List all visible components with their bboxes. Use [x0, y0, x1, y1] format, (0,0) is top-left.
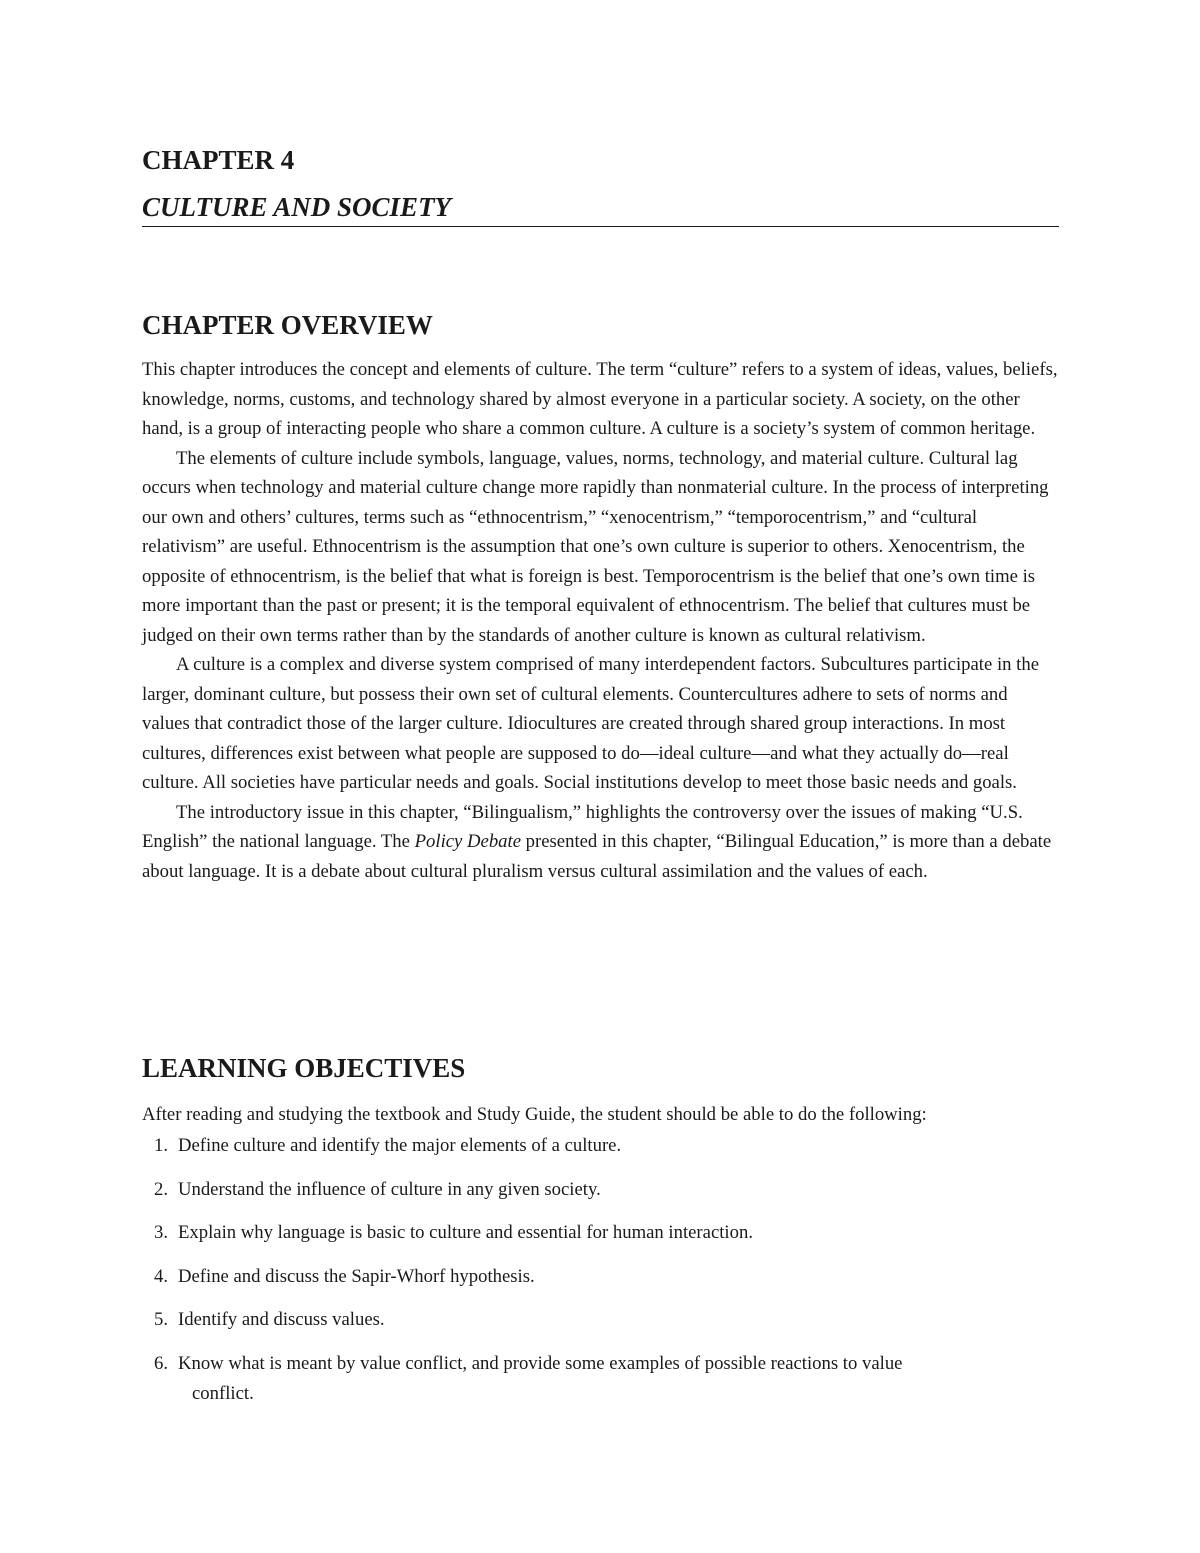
overview-body: [142, 355, 1059, 886]
objective-text: Know what is meant by value conflict, and provide some examples of possible reactions to value: [178, 1352, 903, 1374]
objective-item: [142, 1349, 1059, 1409]
objective-number: 5.: [153, 1309, 168, 1330]
objective-text: Understand the influence of culture in any given society.: [178, 1178, 601, 1200]
policy-debate-italic: Policy Debate: [414, 831, 521, 852]
objective-number: 4.: [153, 1265, 168, 1287]
objective-number: 3.: [153, 1222, 168, 1243]
overview-paragraph: The elements of culture include symbols, language, values, norms, technology, and material culture. Cultural lag occurs when technology and material culture change more rapidly than nonmaterial culture. In the process of interpreting our own and others’ cultures, terms such as “ethnocentrism,” “xenocentrism,” “temporocentrism,” and “cultural relativism” are useful. Ethnocentrism is the assumption that one’s own culture is superior to others. Xenocentrism, the opposite of ethnocentrism, is the belief that what is foreign is best. Temporocentrism is the belief that one’s own time is more important than the past or present; it is the temporal equivalent of ethnocentrism. The belief that cultures must be judged on their own terms rather than by the standards of another culture is known as cultural relativism.: [142, 447, 1049, 646]
objective-number: 1.: [153, 1135, 168, 1156]
objective-number: 6.: [153, 1352, 168, 1374]
objectives-heading: LEARNING OBJECTIVES: [142, 1053, 466, 1083]
objective-text: Explain why language is basic to culture and essential for human interaction.: [178, 1222, 753, 1243]
chapter-number: CHAPTER 4: [142, 145, 295, 175]
overview-paragraph-last: [142, 798, 1059, 887]
objectives-list: [142, 1131, 1059, 1422]
overview-paragraph: This chapter introduces the concept and elements of culture. The term “culture” refers to a system of ideas, values, beliefs, knowledge, norms, customs, and technology shared by almost everyone in a particular society. A society, on the other hand, is a group of interacting people who share a common culture. A culture is a society’s system of common heritage.: [142, 359, 1058, 439]
objective-text: Define and discuss the Sapir-Whorf hypothesis.: [178, 1265, 535, 1287]
objective-item: [142, 1131, 1059, 1161]
overview-text: presented in this chapter, “Bilingual Education,” is more than a debate about language. It is a debate about cultural pluralism versus cultural assimilation and the values of each.: [142, 831, 1052, 882]
objective-item: [142, 1305, 1059, 1335]
objective-text: Identify and discuss values.: [178, 1309, 385, 1330]
overview-text: The introductory issue in this chapter, “Bilingualism,” highlights the controversy over the issues of making “U.S. English” the national language. The: [142, 801, 1023, 852]
objectives-intro: After reading and studying the textbook and Study Guide, the student should be able to do the following:: [142, 1104, 927, 1125]
objective-item: [142, 1262, 1059, 1292]
objective-item: [142, 1218, 1059, 1248]
overview-heading: CHAPTER OVERVIEW: [142, 310, 433, 340]
title-underline-rule: [142, 226, 1059, 227]
objective-text-continuation: conflict.: [192, 1382, 254, 1404]
overview-paragraph: A culture is a complex and diverse system comprised of many interdependent factors. Subcultures participate in the larger, dominant culture, but possess their own set of cultural elements. Countercultures adhere to sets of norms and values that contradict those of the larger culture. Idiocultures are created through shared group interactions. In most cultures, differences exist between what people are supposed to do—ideal culture—and what they actually do—real culture. All societies have particular needs and goals. Social institutions develop to meet those basic needs and goals.: [142, 654, 1040, 793]
objective-number: 2.: [153, 1178, 168, 1200]
chapter-title: CULTURE AND SOCIETY: [142, 192, 452, 222]
objective-text: Define culture and identify the major elements of a culture.: [178, 1135, 622, 1156]
objective-item: [142, 1175, 1059, 1205]
